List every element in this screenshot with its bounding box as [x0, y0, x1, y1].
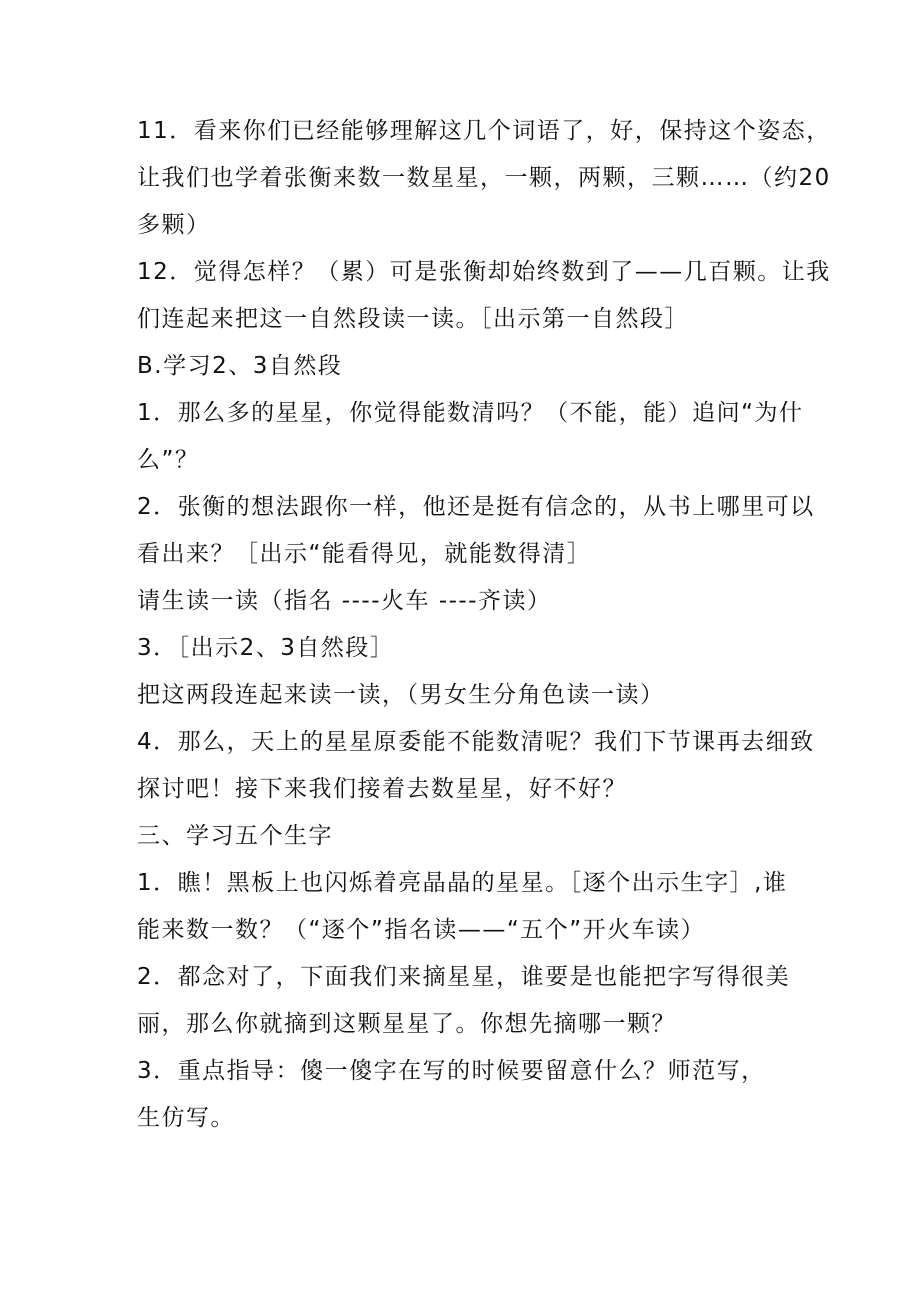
text-line: 能来数一数？（“逐个”指名读——“五个”开火车读） [137, 917, 706, 943]
text-line: 看出来？［出示“能看得见，就能数得清］ [137, 541, 592, 567]
text-line: 请生读一读（指名 ----火车 ----齐读） [137, 588, 552, 614]
section-heading: B.学习2、3自然段 [137, 353, 343, 379]
text-line: 把这两段连起来读一读，（男女生分角色读一读） [137, 682, 665, 708]
text-line: 探讨吧！接下来我们接着去数星星，好不好？ [137, 776, 627, 802]
text-line: 3．重点指导：傻一傻字在写的时候要留意什么？师范写， [137, 1058, 766, 1084]
text-line: 丽，那么你就摘到这颗星星了。你想先摘哪一颗？ [137, 1011, 676, 1037]
text-line: 2．都念对了，下面我们来摘星星，谁要是也能把字写得很美 [137, 964, 791, 990]
text-line: 1．瞧！黑板上也闪烁着亮晶晶的星星。［逐个出示生字］,谁 [137, 870, 788, 896]
text-line: 11．看来你们已经能够理解这几个词语了，好，保持这个姿态， [137, 118, 831, 144]
text-line: 们连起来把这一自然段读一读。［出示第一自然段］ [137, 306, 689, 332]
text-line: 多颗） [137, 212, 211, 238]
section-heading: 三、学习五个生字 [137, 823, 333, 849]
text-line: 1．那么多的星星，你觉得能数清吗？（不能，能）追问“为什 [137, 400, 804, 426]
text-line: 让我们也学着张衡来数一数星星，一颗，两颗，三颗……（约20 [137, 165, 831, 191]
text-line: 12．觉得怎样？（累）可是张衡却始终数到了——几百颗。让我 [137, 259, 831, 285]
text-line: 生仿写。 [137, 1105, 235, 1131]
text-line: 4．那么，天上的星星原委能不能数清呢？我们下节课再去细致 [137, 729, 815, 755]
text-line: 3．［出示2、3自然段］ [137, 635, 395, 661]
text-line: 么”？ [137, 447, 200, 473]
document-body [137, 108, 831, 1142]
text-line: 2．张衡的想法跟你一样，他还是挺有信念的，从书上哪里可以 [137, 494, 815, 520]
